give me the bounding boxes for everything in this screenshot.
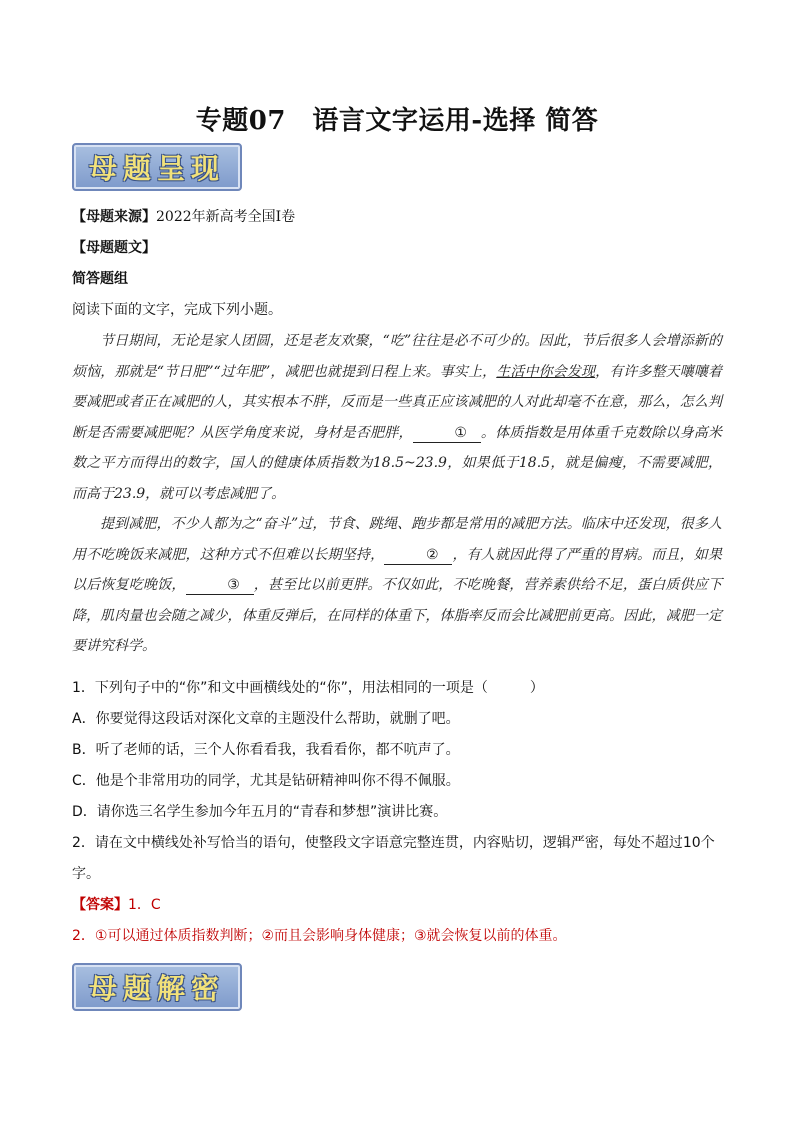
banner-label: 母题呈现 — [88, 152, 225, 185]
blank-3: ③ — [186, 576, 254, 595]
question-2-stem-line2: 字。 — [72, 866, 100, 882]
option-a: A．你要觉得这段话对深化文章的主题没什么帮助，就删了吧。 — [72, 711, 460, 727]
option-b: B．听了老师的话，三个人你看看我，我看看你，都不吭声了。 — [72, 742, 460, 758]
blank-2: ② — [384, 546, 452, 565]
blank-1: ① — [413, 424, 481, 443]
page-title: 专题07 语言文字运用-选择 简答 — [195, 106, 599, 136]
question-1 — [72, 673, 722, 952]
group-label: 简答题组 — [72, 271, 128, 287]
answer-label: 【答案】 — [72, 897, 128, 913]
banner-question-analysis — [72, 963, 242, 1011]
option-c: C．他是个非常用功的同学，尤其是钻研精神叫你不得不佩服。 — [72, 773, 460, 789]
source-line — [72, 206, 295, 226]
passage-paragraph-1: 节日期间，无论是家人团圆，还是老友欢聚，“吃”往往是必不可少的。因此，节后很多人会增添新的烦恼，那就是“节日肥”“过年肥”，减肥也就提到日程上来。事实上，生活中你会发现，有许多整天嚷嚷着要减肥或者正在减肥的人，其实根本不胖，反而是一些真正应该减肥的人对此却毫不在意，那么，怎么判断是否需要减肥呢？从医学角度来说，身材是否肥胖， ① 。体质指数是用体重千克数除以身高米数之平方而得出的数字，国人的健康体质指数为18.5~23.9，如果低于18.5，就是偏瘦，不需要减肥，而高于23.9，就可以考虑减肥了。 — [72, 333, 723, 502]
passage — [72, 326, 722, 662]
question-2-stem-line1: 2．请在文中横线处补写恰当的语句，使整段文字语意完整连贯，内容贴切，逻辑严密，每处不超过10个 — [72, 835, 715, 851]
question-1-stem: 1．下列句子中的“你”和文中画横线处的“你”，用法相同的一项是（ ） — [72, 680, 544, 696]
banner-question-presentation — [72, 143, 242, 191]
source-label: 【母题来源】 — [72, 209, 156, 225]
text-label: 【母题题文】 — [72, 240, 156, 256]
option-d: D．请你选三名学生参加今年五月的“青春和梦想”演讲比赛。 — [72, 804, 448, 820]
banner-label: 母题解密 — [88, 972, 225, 1005]
source-text: 2022年新高考全国Ⅰ卷 — [156, 209, 296, 225]
answer-2: 2．①可以通过体质指数判断；②而且会影响身体健康；③就会恢复以前的体重。 — [72, 928, 567, 944]
passage-paragraph-2: 提到减肥，不少人都为之“奋斗”过，节食、跳绳、跑步都是常用的减肥方法。临床中还发现，很多人用不吃晚饭来减肥，这种方式不但难以长期坚持， ② ，有人就因此得了严重的胃病。而且，如果以后恢复吃晚饭， ③ ，甚至比以前更胖。不仅如此，不吃晚餐，营养素供给不足，蛋白质供应下降，肌肉量也会随之减少，体重反弹后，在同样的体重下，体脂率反而会比减肥前更高。因此，减肥一定要讲究科学。 — [72, 516, 723, 654]
instruction: 阅读下面的文字，完成下列小题。 — [72, 302, 282, 318]
underlined-phrase: 生活中你会发现 — [496, 363, 596, 380]
answer-1: 【答案】1．C — [72, 897, 161, 913]
